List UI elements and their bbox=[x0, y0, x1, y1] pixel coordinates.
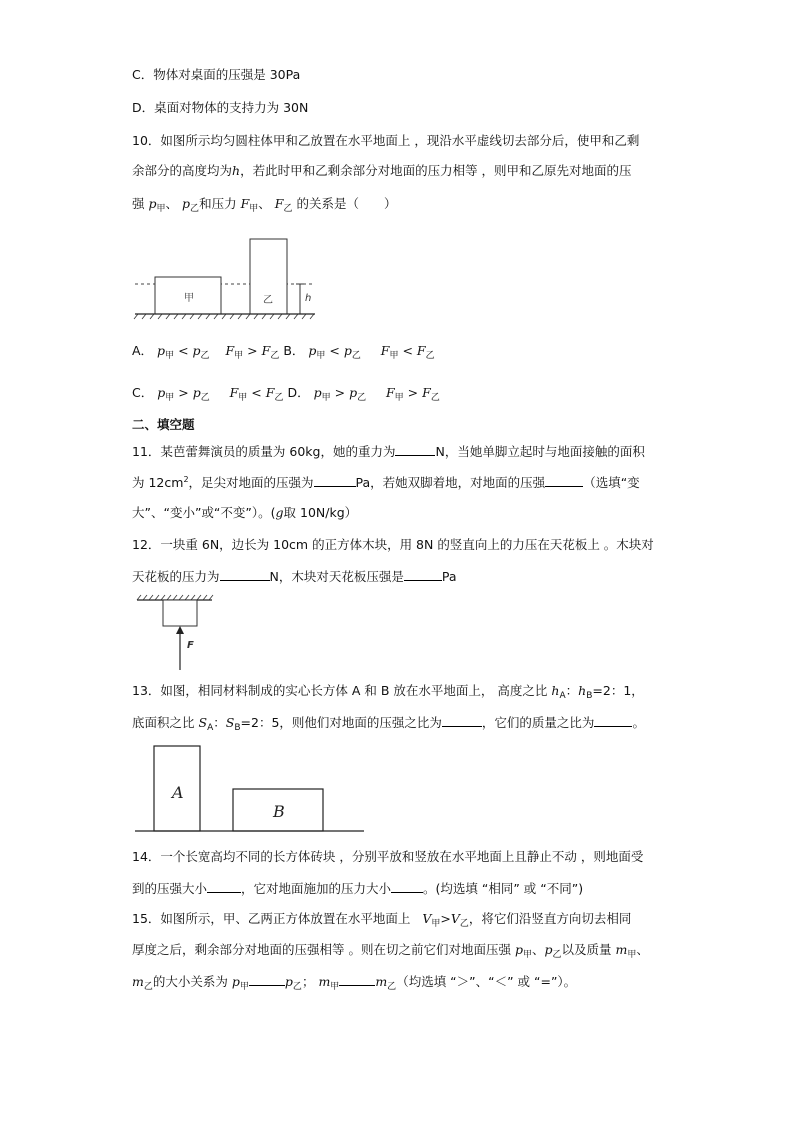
ground-hatching bbox=[134, 314, 314, 319]
label-jia: 甲 bbox=[184, 293, 194, 304]
q12-blank-1[interactable] bbox=[220, 568, 270, 581]
q11-line-1: 11．某芭蕾舞演员的质量为 60kg，她的重力为 N，当她单脚立起时与地面接触的面积 bbox=[132, 444, 645, 459]
q9-option-c: C．物体对桌面的压强是 30Pa bbox=[132, 67, 301, 82]
q10-options-ab: A． $p_甲 < p_乙$ $F_甲 > F_乙$ B． $p_甲 < p_乙$ $F_甲 < F_乙$ bbox=[132, 343, 435, 361]
q10-line-2: 余部分的高度均为h，若此时甲和乙剩余部分对地面的压力相等 ，则甲和乙原先对地面的压 bbox=[132, 163, 632, 178]
q11-line-3: 大”、“变小”或“不变”）。(g取 10N/kg） bbox=[132, 505, 358, 520]
q10-figure bbox=[130, 235, 320, 325]
q14-line-1: 14．一个长宽高均不同的长方体砖块 ，分别平放和竖放在水平地面上且静止不动 ，则地面受 bbox=[132, 849, 644, 864]
q10-line-1: 10．如图所示均匀圆柱体甲和乙放置在水平地面上 ，现沿水平虚线切去部分后，使甲和乙剩 bbox=[132, 133, 640, 148]
q9-option-d: D．桌面对物体的支持力为 30N bbox=[132, 100, 309, 115]
q13-blank-1[interactable] bbox=[442, 714, 482, 727]
q13-blank-2[interactable] bbox=[594, 714, 632, 727]
q14-blank-2[interactable] bbox=[391, 880, 423, 893]
q11-blank-1[interactable] bbox=[395, 443, 435, 456]
label-a: A bbox=[172, 783, 184, 802]
q11-line-2: 为 $12cm^2$，足尖对地面的压强为 Pa，若她双脚着地，对地面的压强 （选填“变 bbox=[132, 475, 640, 490]
q11-blank-2[interactable] bbox=[314, 474, 356, 487]
label-h: h bbox=[305, 293, 312, 304]
ceiling-hatching bbox=[137, 595, 213, 600]
q12-line-2: 天花板的压力为 N，木块对天花板压强是 Pa bbox=[132, 569, 457, 584]
q15-line-1: 15．如图所示，甲、乙两正方体放置在水平地面上 $V_甲>V_乙$，将它们沿竖直方向切去相同 bbox=[132, 911, 632, 929]
q12-blank-2[interactable] bbox=[404, 568, 442, 581]
q12-line-1: 12．一块重 6N，边长为 10cm 的正方体木块，用 8N 的竖直向上的力压在天花板上 。木块对 bbox=[132, 537, 654, 552]
wood-block bbox=[163, 600, 197, 626]
label-b: B bbox=[273, 802, 285, 821]
q14-line-2: 到的压强大小 ，它对地面施加的压力大小 。(均选填 “相同” 或 “不同”) bbox=[132, 881, 584, 896]
q14-blank-1[interactable] bbox=[207, 880, 241, 893]
label-yi: 乙 bbox=[263, 295, 273, 306]
q15-line-2: 厚度之后，剩余部分对地面的压强相等 。则在切之前它们对地面压强 $p_甲$、$p_乙$以及质量 $m_甲$、 bbox=[132, 942, 649, 960]
q13-line-1: 13．如图，相同材料制成的实心长方体 A 和 B 放在水平地面上， 高度之比 $h_A$：$h_B=2$：1， bbox=[132, 683, 644, 701]
q13-line-2: 底面积之比 $S_A$：$S_B=2$：5，则他们对地面的压强之比为 ，它们的质量之比为 。 bbox=[132, 715, 645, 733]
q10-options-cd: C． $p_甲 > p_乙$ $F_甲 < F_乙$ D． $p_甲 > p_乙$ $F_甲 > F_乙$ bbox=[132, 385, 440, 403]
force-label: F bbox=[187, 640, 194, 651]
section-title-fill-blank: 二、填空题 bbox=[132, 417, 195, 432]
q12-figure bbox=[132, 592, 222, 674]
q13-figure bbox=[134, 744, 366, 834]
q10-line-3: 强 $p_甲$、 $p_乙$和压力 $F_甲$、 $F_乙$ 的关系是（ ） bbox=[132, 196, 397, 214]
q15-blank-1[interactable] bbox=[249, 973, 285, 986]
q15-blank-2[interactable] bbox=[339, 973, 375, 986]
q11-blank-3[interactable] bbox=[545, 474, 583, 487]
q15-line-3: $m_乙$的大小关系为 $p_甲$ $p_乙$； $m_甲$ $m_乙$（均选填 “＞”、“＜” 或 “=”）。 bbox=[132, 974, 577, 992]
